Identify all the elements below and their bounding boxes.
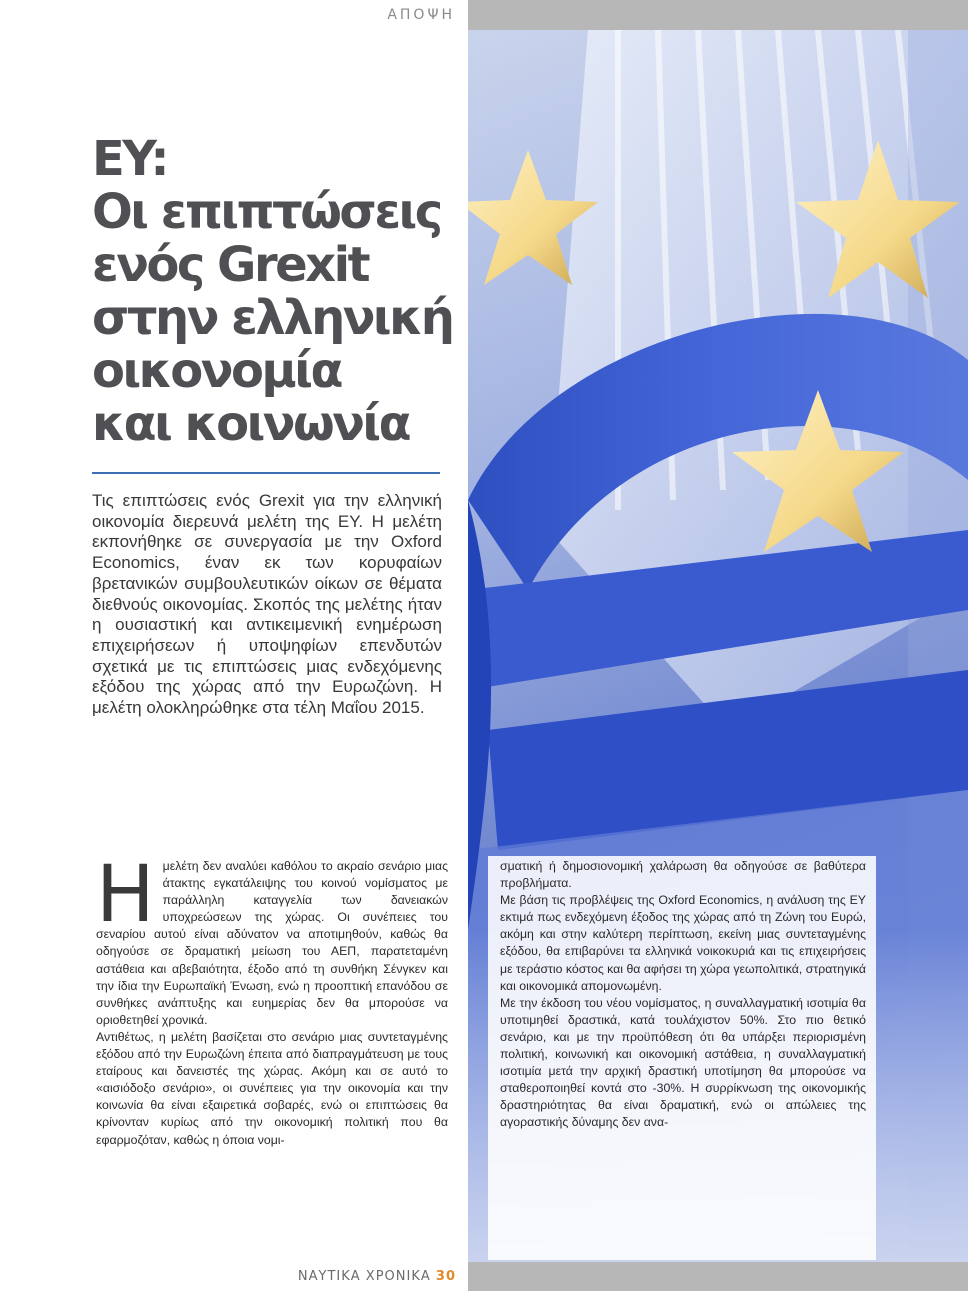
headline-line: EY: (92, 131, 168, 187)
body-paragraph: Με την έκδοση του νέου νομίσματος, η συναλλαγματική ισοτιμία θα υποτιμηθεί δραστικά, κατά τουλάχιστον 50%. Στο πιο θετικό σενάριο, και με την προϋπόθεση ότι θα υπάρξει περιορισμένη πολιτική, κοινωνική και οικονομική αστάθεια, η συναλλαγματική ισοτιμία μετά την αρχική δραστική υποτίμηση θα μπορούσε να σταθεροποιηθεί κοντά στο -30%. Η συρρίκνωση της οικονομικής δραστηριότητας θα είναι δραματική, ενώ οι απώλειες της αγοραστικής δύναμης δεν ανα- (500, 995, 866, 1130)
article-headline (92, 133, 452, 451)
headline-line: και κοινωνία (92, 396, 410, 452)
body-column-left (96, 850, 448, 1149)
headline-line: οικονομία (92, 343, 341, 399)
body-paragraph (96, 850, 448, 1029)
page-footer (0, 1262, 456, 1291)
publication-name: ΝΑΥΤΙΚΑ ΧΡΟΝΙΚΑ (297, 1269, 431, 1284)
headline-line: ενός Grexit (92, 237, 369, 293)
body-paragraph: Με βάση τις προβλέψεις της Oxford Economics, η ανάλυση της ΕΥ εκτιμά πως ενδεχόμενη έξοδος της χώρας από τη Ζώνη του Ευρώ, ακόμη και στην καλύτερη περίπτωση, εκείνη μιας συντεταγμένης εξόδου, θα επιβαρύνει τα ελληνικά νοικοκυριά και τις επιχειρήσεις με τεράστιο κόστος και θα αφήσει τη χώρα γεωπολιτικά, στρατηγικά και οικονομικά απομονωμένη. (500, 893, 866, 993)
headline-line: στην ελληνική (92, 290, 453, 346)
body-column-right (500, 858, 866, 1132)
footer-bar-right (468, 1262, 968, 1291)
body-paragraph: σματική ή δημοσιονομική χαλάρωση θα οδηγούσε σε βαθύτερα προβλήματα. (500, 859, 866, 891)
article-lead: Τις επιπτώσεις ενός Grexit για την ελληνική οικονομία διερευνά μελέτη της ΕΥ. Η μελέτη εκπονήθηκε σε συνεργασία με την Oxford Economics, έναν εκ των κορυφαίων βρετανικών συμβουλευτικών οίκων σε θέματα διεθνούς οικονομίας. Σκοπός της μελέτης ήταν η ουσιαστική και αντικειμενική ενημέρωση επιχειρήσεων ή υποψηφίων επενδυτών σχετικά με τις επιπτώσεις μιας ενδεχόμενης εξόδου της χώρας από την Ευρωζώνη. Η μελέτη ολοκληρώθηκε στα τέλη Μαΐου 2015. (92, 491, 442, 718)
headline-line: Οι επιπτώσεις (92, 184, 441, 240)
body-paragraph: Αντιθέτως, η μελέτη βασίζεται στο σενάριο μιας συντεταγμένης εξόδου από την Ευρωζώνη έπειτα από διαπραγμάτευση με τους εταίρους και δανειστές της χώρας. Ακόμη και σε αυτό το «αισιόδοξο σενάριο», οι συνέπειες για την οικονομία και την κοινωνία θα είναι εξαιρετικά σοβαρές, ενώ οι επιπτώσεις θα κρίνονταν κυρίως από την οικονομική πολιτική που θα εφαρμοζόταν, καθώς η όποια νομι- (96, 1029, 448, 1147)
page-number: 30 (435, 1269, 456, 1284)
top-bar-right (468, 0, 968, 30)
headline-divider (92, 472, 440, 474)
body-paragraph-text: μελέτη δεν αναλύει καθόλου το ακραίο σενάριο μιας άτακτης εγκατάλειψης του κοινού νομίσματος με παράλληλη καταγγελία των δανειακών υποχρεώσεων της χώρας. Οι συνέπειες του σεναρίου αυτού είναι αδύνατον να αποτιμηθούν, καθώς θα οδηγούσε σε δραματική μείωση του ΑΕΠ, παρατεταμένη αστάθεια και αβεβαιότητα, έξοδο από τη συνθήκη Σένγκεν και την ίδια την Ευρωπαϊκή Ένωση, ενώ η προοπτική επανόδου σε συνθήκες ανάπτυξης και ευημερίας δεν θα μπορούσε να οριοθετηθεί χρονικά. (96, 859, 448, 1027)
section-tag: ΑΠΟΨΗ (387, 7, 455, 23)
drop-cap: Η (96, 850, 155, 940)
